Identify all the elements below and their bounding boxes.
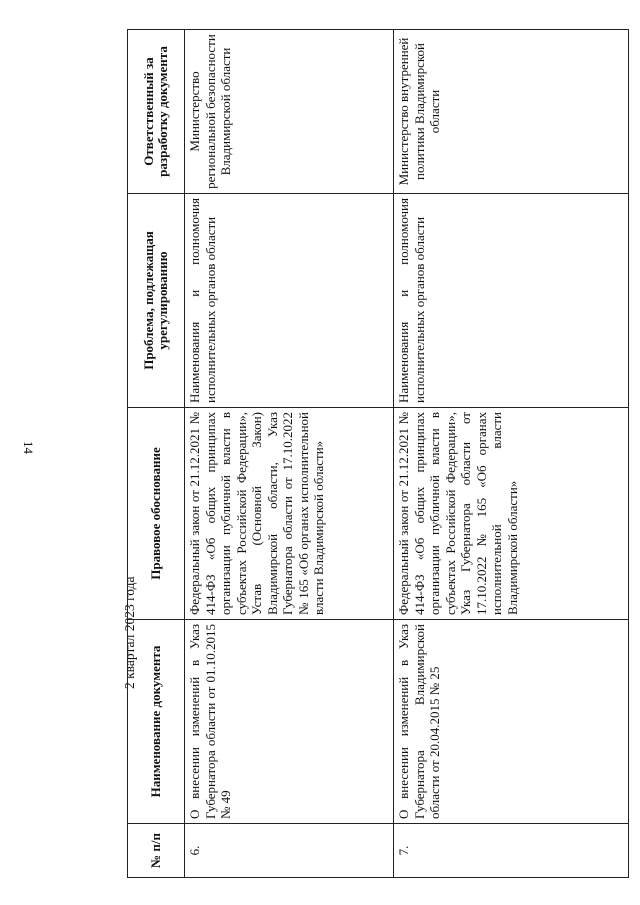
header-responsible: Ответственный за разработку документа xyxy=(128,30,185,194)
header-legal-basis: Правовое обоснование xyxy=(128,408,185,620)
page-number: 14 xyxy=(21,441,36,454)
header-document-name: Наименование документа xyxy=(128,620,185,824)
table-row xyxy=(185,30,394,878)
row-number: 7. xyxy=(394,824,629,878)
header-num: № п/п xyxy=(128,824,185,878)
problem: Наименования и полномочия исполнительных органов области xyxy=(394,194,629,408)
header-problem: Проблема, подлежащая урегулированию xyxy=(128,194,185,408)
quarter-heading: 2 квартал 2023 года xyxy=(122,576,137,689)
table-header-row xyxy=(128,30,185,878)
legal-basis: Федеральный закон от 21.12.2021 № 414-ФЗ «Об общих принципах организации публичной власти в субъектах Российской Федерации», Указ Губернатора области от 17.10.2022 № 165 «Об органах исполнительной власти Владимирской области» xyxy=(394,408,629,620)
plan-table xyxy=(127,29,629,878)
rotated-document-table xyxy=(127,28,627,878)
row-number: 6. xyxy=(185,824,394,878)
document-name: О внесении изменений в Указ Губернатора области от 01.10.2015 № 49 xyxy=(185,620,394,824)
responsible: Министерство внутренней политики Владимирской области xyxy=(394,30,629,194)
legal-basis: Федеральный закон от 21.12.2021 № 414-ФЗ «Об общих принципах организации публичной власти в субъектах Российской Федерации», Устав (Основной Закон) Владимирской области, Указ Губернатора области от 17.10.2022 № 165 «Об органах исполнительной власти Владимирской области» xyxy=(185,408,394,620)
problem: Наименования и полномочия исполнительных органов области xyxy=(185,194,394,408)
table-row xyxy=(394,30,629,878)
responsible: Министерство региональной безопасности Владимирской области xyxy=(185,30,394,194)
document-name: О внесении изменений в Указ Губернатора Владимирской области от 20.04.2015 № 25 xyxy=(394,620,629,824)
